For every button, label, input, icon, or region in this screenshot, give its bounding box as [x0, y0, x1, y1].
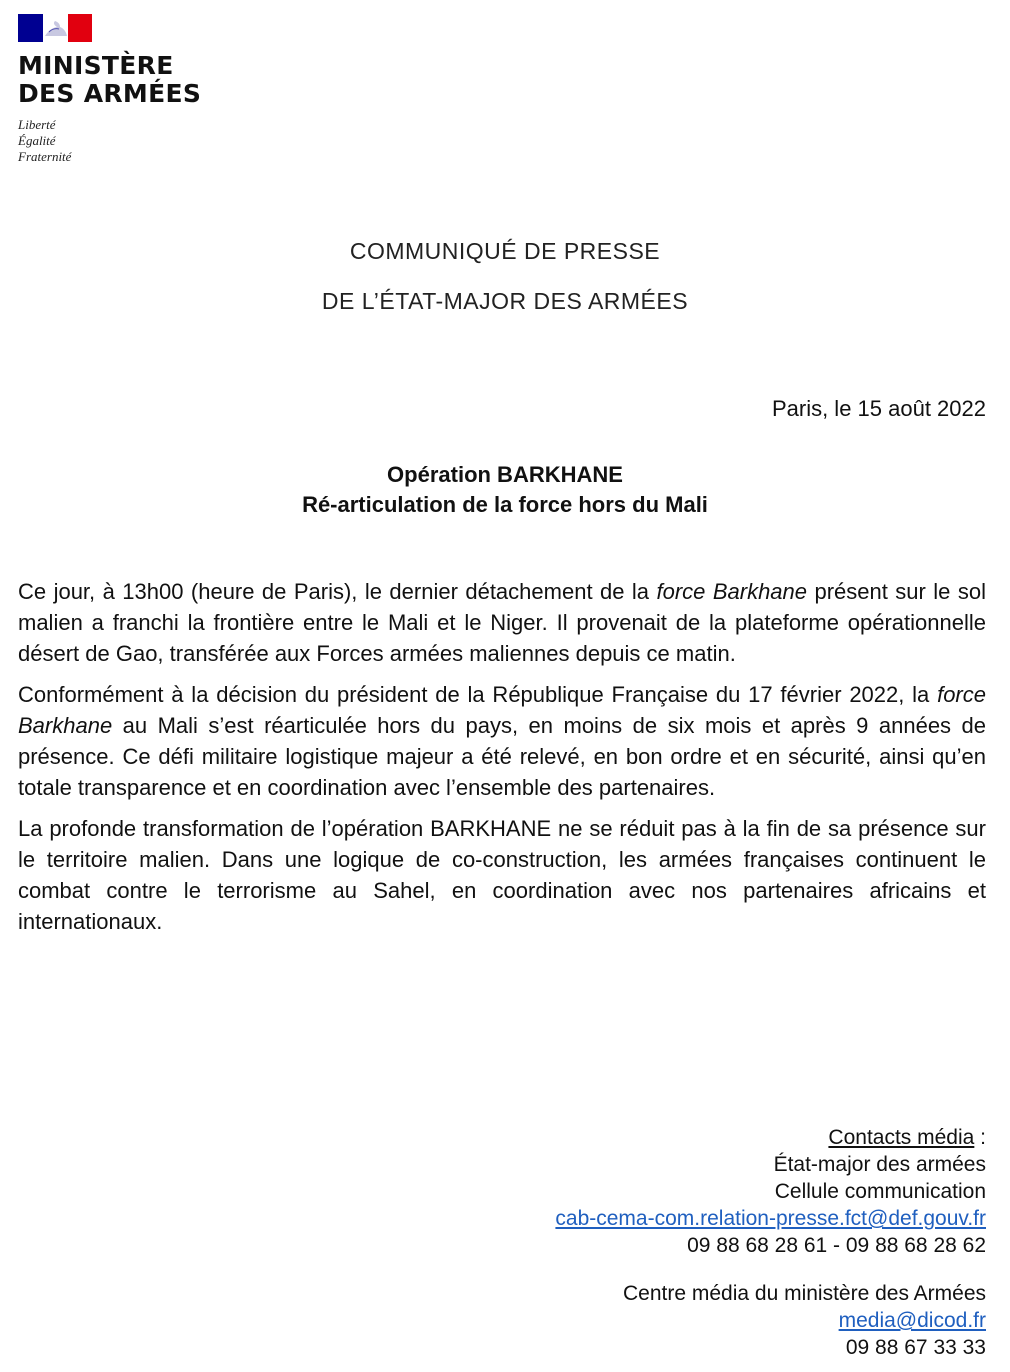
- contact-phones-1: 09 88 68 28 61 - 09 88 68 28 62: [687, 1234, 986, 1257]
- marianne-flag-icon: [18, 14, 92, 42]
- motto-fraternite: Fraternité: [18, 149, 72, 164]
- body-paragraph-3: La profonde transformation de l’opération BARKHANE ne se réduit pas à la fin de sa présence sur le territoire malien. Dans une logique de co-construction, les armées françaises continuent le combat contre le terrorisme au Sahel, en coordination avec nos partenaires africains et internationaux.: [18, 816, 986, 934]
- contact-email-2-link[interactable]: media@dicod.fr: [838, 1309, 986, 1332]
- contacts-heading-colon: :: [974, 1126, 986, 1149]
- ministry-logo: [18, 14, 218, 165]
- republic-motto: [18, 117, 218, 165]
- media-contacts: [555, 1124, 986, 1361]
- contacts-heading: [555, 1124, 986, 1151]
- p1-text-b: présent sur le sol malien a franchi la frontière entre le Mali et le Niger. Il provenait de la plateforme opérationnelle désert de Gao, transférée aux Forces armées maliennes depuis ce matin.: [18, 579, 986, 666]
- contact-email-1-link[interactable]: cab-cema-com.relation-presse.fct@def.gouv.fr: [555, 1207, 986, 1230]
- ministry-name-line2: DES ARMÉES: [18, 79, 202, 108]
- ministry-name: [18, 52, 218, 108]
- body-paragraph-2: [18, 679, 986, 803]
- contacts-heading-label: Contacts média: [828, 1126, 975, 1149]
- document-type-line1: COMMUNIQUÉ DE PRESSE: [349, 238, 661, 264]
- subject-line2: Ré-articulation de la force hors du Mali: [302, 492, 708, 517]
- marianne-profile-icon: [43, 14, 68, 42]
- p1-emphasis: force Barkhane: [656, 579, 808, 604]
- contact-org-1: État-major des armées: [773, 1153, 986, 1176]
- document-date: Paris, le 15 août 2022: [771, 396, 986, 421]
- motto-liberte: Liberté: [18, 117, 56, 132]
- press-release-subject: [0, 460, 1010, 520]
- ministry-name-line1: MINISTÈRE: [18, 51, 174, 80]
- contact-unit-1: Cellule communication: [774, 1180, 986, 1203]
- document-type-line2: DE L’ÉTAT-MAJOR DES ARMÉES: [321, 288, 689, 314]
- subject-line1: Opération BARKHANE: [387, 462, 623, 487]
- contact-org-2: Centre média du ministère des Armées: [623, 1282, 986, 1305]
- p1-text-a: Ce jour, à 13h00 (heure de Paris), le dernier détachement de la: [18, 579, 657, 604]
- motto-egalite: Égalité: [18, 133, 56, 148]
- p2-emphasis: force Barkhane: [18, 682, 986, 738]
- p2-text-b: au Mali s’est réarticulée hors du pays, en moins de six mois et après 9 années de présence. Ce défi militaire logistique majeur a été relevé, en bon ordre et en sécurité, ainsi qu’en totale transparence et en coordination avec l’ensemble des partenaires.: [18, 713, 986, 800]
- body-paragraph-1: [18, 576, 986, 669]
- contact-phone-2: 09 88 67 33 33: [845, 1336, 986, 1359]
- p2-text-a: Conformément à la décision du président de la République Française du 17 février 2022, la: [18, 682, 938, 707]
- press-release-body: [18, 576, 986, 947]
